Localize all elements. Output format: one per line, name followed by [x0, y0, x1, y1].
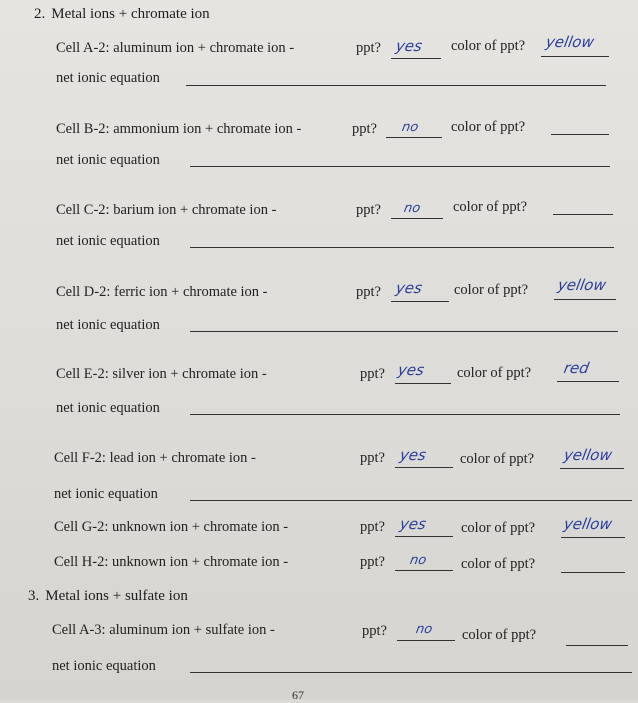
- cell-d2-equation-blank[interactable]: [190, 331, 618, 332]
- net-ionic-label: net ionic equation: [56, 317, 160, 333]
- cell-h2-color-blank[interactable]: [561, 572, 625, 573]
- cell-h2-prompt: Cell H-2: unknown ion + chromate ion -: [54, 554, 289, 570]
- cell-f2-color-blank[interactable]: [560, 468, 624, 469]
- cell-g2-ppt-blank[interactable]: [395, 536, 453, 537]
- cell-c2-ppt-blank[interactable]: [391, 218, 443, 219]
- section-2-heading: 2. Metal ions + chromate ion: [34, 6, 210, 22]
- cell-b2-prompt: Cell B-2: ammonium ion + chromate ion -: [56, 121, 302, 137]
- cell-d2-color-answer: yellow: [556, 276, 608, 294]
- cell-a2-color-answer: yellow: [544, 33, 596, 51]
- section-3-heading: 3. Metal ions + sulfate ion: [28, 588, 188, 604]
- ppt-label: ppt?: [356, 202, 381, 218]
- color-label: color of ppt?: [461, 520, 536, 536]
- cell-e2-prompt: Cell E-2: silver ion + chromate ion -: [56, 366, 267, 382]
- cell-e2-equation-blank[interactable]: [190, 414, 620, 415]
- cell-a2-ppt-answer: yes: [394, 37, 424, 55]
- cell-h2-ppt-answer: no: [408, 553, 428, 568]
- cell-a2-ppt-blank[interactable]: [391, 58, 441, 59]
- cell-b2-ppt-blank[interactable]: [386, 137, 442, 138]
- cell-f2-ppt-answer: yes: [398, 446, 428, 464]
- cell-f2-equation-blank[interactable]: [190, 500, 632, 501]
- cell-b2-ppt-answer: no: [400, 120, 420, 135]
- cell-d2-color-blank[interactable]: [554, 299, 616, 300]
- ppt-label: ppt?: [362, 623, 387, 639]
- net-ionic-label: net ionic equation: [52, 658, 156, 674]
- cell-e2-color-answer: red: [562, 359, 591, 377]
- net-ionic-label: net ionic equation: [56, 233, 160, 249]
- net-ionic-label: net ionic equation: [56, 400, 160, 416]
- color-label: color of ppt?: [451, 119, 526, 135]
- ppt-label: ppt?: [360, 450, 385, 466]
- cell-c2-prompt: Cell C-2: barium ion + chromate ion -: [56, 202, 277, 218]
- cell-a2-prompt: Cell A-2: aluminum ion + chromate ion -: [56, 40, 295, 56]
- cell-d2-ppt-answer: yes: [394, 279, 424, 297]
- cell-c2-ppt-answer: no: [402, 201, 422, 216]
- net-ionic-label: net ionic equation: [56, 70, 160, 86]
- cell-e2-ppt-answer: yes: [396, 361, 426, 379]
- cell-a3-equation-blank[interactable]: [190, 672, 632, 673]
- color-label: color of ppt?: [460, 451, 535, 467]
- net-ionic-label: net ionic equation: [54, 486, 158, 502]
- ppt-label: ppt?: [352, 121, 377, 137]
- cell-f2-ppt-blank[interactable]: [395, 467, 453, 468]
- cell-a3-ppt-blank[interactable]: [397, 640, 455, 641]
- ppt-label: ppt?: [356, 284, 381, 300]
- cell-f2-color-answer: yellow: [562, 446, 614, 464]
- color-label: color of ppt?: [454, 282, 529, 298]
- cell-g2-color-answer: yellow: [562, 515, 614, 533]
- color-label: color of ppt?: [462, 627, 537, 643]
- cell-e2-color-blank[interactable]: [557, 381, 619, 382]
- cell-f2-prompt: Cell F-2: lead ion + chromate ion -: [54, 450, 256, 466]
- ppt-label: ppt?: [360, 554, 385, 570]
- cell-g2-ppt-answer: yes: [398, 515, 428, 533]
- ppt-label: ppt?: [360, 519, 385, 535]
- cell-d2-ppt-blank[interactable]: [391, 301, 449, 302]
- color-label: color of ppt?: [461, 556, 536, 572]
- cell-d2-prompt: Cell D-2: ferric ion + chromate ion -: [56, 284, 268, 300]
- cell-a2-equation-blank[interactable]: [186, 85, 606, 86]
- color-label: color of ppt?: [451, 38, 526, 54]
- ppt-label: ppt?: [356, 40, 381, 56]
- color-label: color of ppt?: [453, 199, 528, 215]
- cell-h2-ppt-blank[interactable]: [395, 570, 453, 571]
- cell-e2-ppt-blank[interactable]: [395, 383, 451, 384]
- cell-b2-equation-blank[interactable]: [190, 166, 610, 167]
- cell-g2-color-blank[interactable]: [561, 537, 625, 538]
- cell-a2-color-blank[interactable]: [541, 56, 609, 57]
- page-number: 67: [292, 688, 304, 702]
- color-label: color of ppt?: [457, 365, 532, 381]
- cell-a3-ppt-answer: no: [414, 622, 434, 637]
- net-ionic-label: net ionic equation: [56, 152, 160, 168]
- cell-c2-equation-blank[interactable]: [190, 247, 614, 248]
- cell-c2-color-blank[interactable]: [553, 214, 613, 215]
- cell-a3-color-blank[interactable]: [566, 645, 628, 646]
- cell-g2-prompt: Cell G-2: unknown ion + chromate ion -: [54, 519, 289, 535]
- cell-b2-color-blank[interactable]: [551, 134, 609, 135]
- cell-a3-prompt: Cell A-3: aluminum ion + sulfate ion -: [52, 622, 275, 638]
- ppt-label: ppt?: [360, 366, 385, 382]
